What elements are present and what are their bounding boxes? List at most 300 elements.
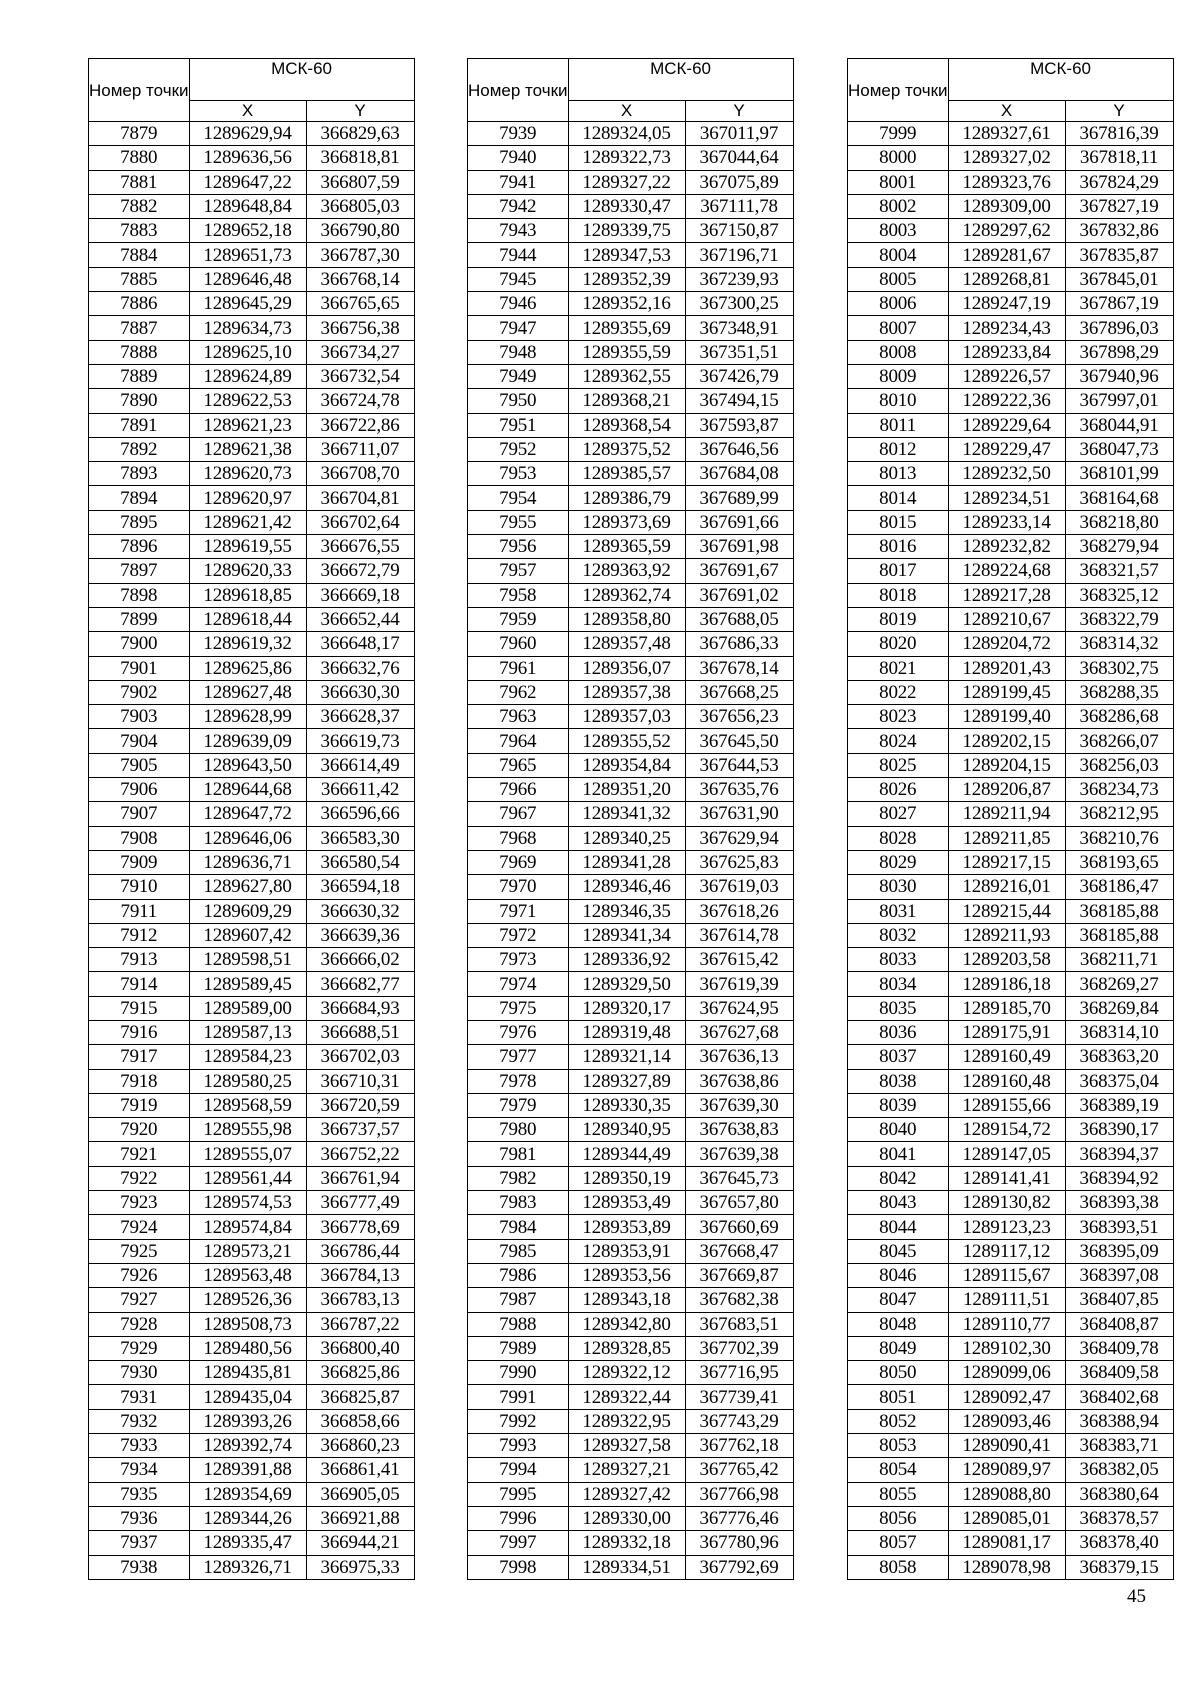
point-number-cell: 7882 — [89, 194, 190, 218]
y-coordinate-cell: 366648,17 — [306, 632, 414, 656]
table-row — [468, 1555, 794, 1579]
x-coordinate-cell: 1289353,89 — [568, 1215, 685, 1239]
point-number-cell: 7885 — [89, 267, 190, 291]
x-coordinate-cell: 1289347,53 — [568, 243, 685, 267]
table-row — [89, 1288, 415, 1312]
point-number-cell: 7969 — [468, 850, 569, 874]
y-coordinate-cell: 367638,83 — [685, 1118, 793, 1142]
point-number-cell: 8024 — [848, 729, 949, 753]
table-row — [89, 340, 415, 364]
point-number-cell: 7963 — [468, 705, 569, 729]
point-number-cell: 7960 — [468, 632, 569, 656]
x-coordinate-cell: 1289323,76 — [948, 170, 1065, 194]
x-coordinate-cell: 1289344,49 — [568, 1142, 685, 1166]
table-row — [848, 1482, 1174, 1506]
table-row — [848, 1093, 1174, 1117]
point-number-cell: 7988 — [468, 1312, 569, 1336]
table-row — [468, 1409, 794, 1433]
x-coordinate-cell: 1289368,54 — [568, 413, 685, 437]
point-number-cell: 7996 — [468, 1506, 569, 1530]
table-row — [848, 996, 1174, 1020]
x-coordinate-cell: 1289343,18 — [568, 1288, 685, 1312]
point-number-cell: 7961 — [468, 656, 569, 680]
x-coordinate-cell: 1289555,07 — [189, 1142, 306, 1166]
x-coordinate-cell: 1289368,21 — [568, 389, 685, 413]
y-coordinate-cell: 366632,76 — [306, 656, 414, 680]
x-coordinate-cell: 1289480,56 — [189, 1336, 306, 1360]
table-row — [468, 1385, 794, 1409]
y-coordinate-cell: 366722,86 — [306, 413, 414, 437]
y-coordinate-cell: 366787,30 — [306, 243, 414, 267]
point-number-cell: 8045 — [848, 1239, 949, 1263]
table-row — [89, 850, 415, 874]
y-coordinate-cell: 367351,51 — [685, 340, 793, 364]
table-row — [89, 535, 415, 559]
x-column-header: X — [948, 101, 1065, 122]
table-row — [468, 535, 794, 559]
table-row — [468, 340, 794, 364]
y-coordinate-cell: 368286,68 — [1065, 705, 1173, 729]
y-coordinate-cell: 366783,13 — [306, 1288, 414, 1312]
table-row — [848, 316, 1174, 340]
table-row — [848, 753, 1174, 777]
table-row — [468, 899, 794, 923]
point-number-cell: 7965 — [468, 753, 569, 777]
y-coordinate-cell: 368218,80 — [1065, 510, 1173, 534]
x-coordinate-cell: 1289573,21 — [189, 1239, 306, 1263]
point-number-cell: 7924 — [89, 1215, 190, 1239]
point-number-cell: 7946 — [468, 292, 569, 316]
point-number-cell: 7934 — [89, 1458, 190, 1482]
x-coordinate-cell: 1289508,73 — [189, 1312, 306, 1336]
y-coordinate-cell: 367688,05 — [685, 607, 793, 631]
point-number-cell: 8005 — [848, 267, 949, 291]
x-coordinate-cell: 1289627,48 — [189, 680, 306, 704]
table-row — [89, 316, 415, 340]
y-coordinate-cell: 367614,78 — [685, 923, 793, 947]
point-number-cell: 7926 — [89, 1263, 190, 1287]
y-coordinate-cell: 367239,93 — [685, 267, 793, 291]
table-row — [848, 875, 1174, 899]
y-coordinate-cell: 367011,97 — [685, 122, 793, 146]
point-number-cell: 7944 — [468, 243, 569, 267]
table-row — [848, 632, 1174, 656]
y-coordinate-cell: 368279,94 — [1065, 535, 1173, 559]
y-coordinate-cell: 367765,42 — [685, 1458, 793, 1482]
x-coordinate-cell: 1289639,09 — [189, 729, 306, 753]
point-number-cell: 7980 — [468, 1118, 569, 1142]
y-coordinate-cell: 366682,77 — [306, 972, 414, 996]
table-row — [468, 413, 794, 437]
y-coordinate-cell: 366761,94 — [306, 1166, 414, 1190]
point-number-cell: 7952 — [468, 437, 569, 461]
y-coordinate-cell: 367716,95 — [685, 1361, 793, 1385]
point-number-cell: 8033 — [848, 948, 949, 972]
table-row — [848, 413, 1174, 437]
y-coordinate-cell: 367669,87 — [685, 1263, 793, 1287]
y-coordinate-cell: 366630,30 — [306, 680, 414, 704]
y-coordinate-cell: 368044,91 — [1065, 413, 1173, 437]
point-number-cell: 7995 — [468, 1482, 569, 1506]
y-coordinate-cell: 367678,14 — [685, 656, 793, 680]
y-coordinate-cell: 366777,49 — [306, 1191, 414, 1215]
y-coordinate-cell: 368378,57 — [1065, 1506, 1173, 1530]
point-number-cell: 8034 — [848, 972, 949, 996]
point-number-cell: 7936 — [89, 1506, 190, 1530]
x-coordinate-cell: 1289373,69 — [568, 510, 685, 534]
x-coordinate-cell: 1289652,18 — [189, 219, 306, 243]
y-coordinate-cell: 367150,87 — [685, 219, 793, 243]
y-coordinate-cell: 367818,11 — [1065, 146, 1173, 170]
x-coordinate-cell: 1289350,19 — [568, 1166, 685, 1190]
point-number-cell: 7972 — [468, 923, 569, 947]
x-coordinate-cell: 1289216,01 — [948, 875, 1065, 899]
point-number-cell: 7880 — [89, 146, 190, 170]
x-coordinate-cell: 1289089,97 — [948, 1458, 1065, 1482]
x-coordinate-cell: 1289393,26 — [189, 1409, 306, 1433]
x-coordinate-cell: 1289621,42 — [189, 510, 306, 534]
table-row — [89, 510, 415, 534]
x-coordinate-cell: 1289624,89 — [189, 364, 306, 388]
point-number-cell: 7953 — [468, 462, 569, 486]
y-coordinate-cell: 367668,25 — [685, 680, 793, 704]
y-coordinate-cell: 366708,70 — [306, 462, 414, 486]
table-row — [468, 1142, 794, 1166]
point-number-cell: 7937 — [89, 1531, 190, 1555]
point-number-cell: 7956 — [468, 535, 569, 559]
x-coordinate-cell: 1289620,33 — [189, 559, 306, 583]
point-number-cell: 7954 — [468, 486, 569, 510]
point-number-cell: 7971 — [468, 899, 569, 923]
x-coordinate-cell: 1289621,38 — [189, 437, 306, 461]
point-number-header: Номер точки — [468, 59, 569, 122]
table-row — [468, 948, 794, 972]
x-coordinate-cell: 1289211,85 — [948, 826, 1065, 850]
y-coordinate-cell: 366672,79 — [306, 559, 414, 583]
x-coordinate-cell: 1289636,56 — [189, 146, 306, 170]
table-row — [89, 1506, 415, 1530]
table-row — [468, 267, 794, 291]
point-number-cell: 7977 — [468, 1045, 569, 1069]
x-coordinate-cell: 1289356,07 — [568, 656, 685, 680]
table-row — [89, 1531, 415, 1555]
x-coordinate-cell: 1289320,17 — [568, 996, 685, 1020]
y-coordinate-cell: 368393,38 — [1065, 1191, 1173, 1215]
table-row — [848, 1531, 1174, 1555]
table-body — [89, 122, 415, 1580]
y-coordinate-cell: 366756,38 — [306, 316, 414, 340]
x-coordinate-cell: 1289555,98 — [189, 1118, 306, 1142]
point-number-cell: 7879 — [89, 122, 190, 146]
table-row — [848, 364, 1174, 388]
x-coordinate-cell: 1289328,85 — [568, 1336, 685, 1360]
point-number-cell: 8022 — [848, 680, 949, 704]
table-row — [848, 510, 1174, 534]
point-number-cell: 8032 — [848, 923, 949, 947]
y-coordinate-cell: 367196,71 — [685, 243, 793, 267]
y-coordinate-cell: 368408,87 — [1065, 1312, 1173, 1336]
table-row — [468, 146, 794, 170]
x-coordinate-cell: 1289234,43 — [948, 316, 1065, 340]
point-number-cell: 8043 — [848, 1191, 949, 1215]
point-number-cell: 7957 — [468, 559, 569, 583]
x-coordinate-cell: 1289332,18 — [568, 1531, 685, 1555]
x-coordinate-cell: 1289222,36 — [948, 389, 1065, 413]
x-coordinate-cell: 1289202,15 — [948, 729, 1065, 753]
y-coordinate-cell: 366619,73 — [306, 729, 414, 753]
x-coordinate-cell: 1289185,70 — [948, 996, 1065, 1020]
table-row — [468, 996, 794, 1020]
point-number-cell: 8030 — [848, 875, 949, 899]
x-coordinate-cell: 1289078,98 — [948, 1555, 1065, 1579]
x-coordinate-cell: 1289141,41 — [948, 1166, 1065, 1190]
table-row — [848, 243, 1174, 267]
point-number-cell: 7935 — [89, 1482, 190, 1506]
y-coordinate-cell: 368394,92 — [1065, 1166, 1173, 1190]
y-coordinate-cell: 366800,40 — [306, 1336, 414, 1360]
point-number-cell: 7993 — [468, 1434, 569, 1458]
y-coordinate-cell: 368394,37 — [1065, 1142, 1173, 1166]
y-coordinate-cell: 367639,30 — [685, 1093, 793, 1117]
table-row — [848, 1263, 1174, 1287]
table-row — [468, 1336, 794, 1360]
point-number-cell: 8041 — [848, 1142, 949, 1166]
table-row — [468, 510, 794, 534]
point-number-cell: 8037 — [848, 1045, 949, 1069]
y-coordinate-cell: 366594,18 — [306, 875, 414, 899]
table-row — [848, 1458, 1174, 1482]
y-coordinate-cell: 366614,49 — [306, 753, 414, 777]
y-coordinate-cell: 366688,51 — [306, 1020, 414, 1044]
table-row — [89, 364, 415, 388]
table-row — [89, 1482, 415, 1506]
table-row — [848, 535, 1174, 559]
y-coordinate-cell: 367668,47 — [685, 1239, 793, 1263]
x-coordinate-cell: 1289327,02 — [948, 146, 1065, 170]
x-coordinate-cell: 1289354,69 — [189, 1482, 306, 1506]
y-coordinate-cell: 368407,85 — [1065, 1288, 1173, 1312]
table-row — [848, 1142, 1174, 1166]
point-number-cell: 8031 — [848, 899, 949, 923]
x-coordinate-cell: 1289160,48 — [948, 1069, 1065, 1093]
x-coordinate-cell: 1289644,68 — [189, 778, 306, 802]
x-coordinate-cell: 1289618,85 — [189, 583, 306, 607]
point-number-cell: 7979 — [468, 1093, 569, 1117]
x-coordinate-cell: 1289589,45 — [189, 972, 306, 996]
y-coordinate-cell: 367686,33 — [685, 632, 793, 656]
y-coordinate-cell: 368380,64 — [1065, 1482, 1173, 1506]
y-coordinate-cell: 368047,73 — [1065, 437, 1173, 461]
y-coordinate-cell: 366829,63 — [306, 122, 414, 146]
x-coordinate-cell: 1289651,73 — [189, 243, 306, 267]
point-number-cell: 7962 — [468, 680, 569, 704]
y-coordinate-cell: 367832,86 — [1065, 219, 1173, 243]
table-row — [89, 437, 415, 461]
y-coordinate-cell: 368389,19 — [1065, 1093, 1173, 1117]
table-row — [468, 875, 794, 899]
x-coordinate-cell: 1289346,46 — [568, 875, 685, 899]
y-coordinate-cell: 366628,37 — [306, 705, 414, 729]
y-coordinate-cell: 368388,94 — [1065, 1409, 1173, 1433]
y-coordinate-cell: 367702,39 — [685, 1336, 793, 1360]
x-coordinate-cell: 1289435,04 — [189, 1385, 306, 1409]
y-coordinate-cell: 366818,81 — [306, 146, 414, 170]
x-coordinate-cell: 1289339,75 — [568, 219, 685, 243]
x-coordinate-cell: 1289357,48 — [568, 632, 685, 656]
x-coordinate-cell: 1289362,55 — [568, 364, 685, 388]
x-coordinate-cell: 1289199,40 — [948, 705, 1065, 729]
x-coordinate-cell: 1289206,87 — [948, 778, 1065, 802]
y-coordinate-cell: 366737,57 — [306, 1118, 414, 1142]
y-coordinate-cell: 368269,84 — [1065, 996, 1173, 1020]
y-coordinate-cell: 367940,96 — [1065, 364, 1173, 388]
point-number-cell: 8035 — [848, 996, 949, 1020]
table-row — [89, 899, 415, 923]
table-row — [848, 656, 1174, 680]
table-row — [89, 1239, 415, 1263]
table-row — [468, 923, 794, 947]
point-number-header: Номер точки — [89, 59, 190, 122]
y-coordinate-cell: 367044,64 — [685, 146, 793, 170]
y-coordinate-cell: 368382,05 — [1065, 1458, 1173, 1482]
point-number-cell: 7897 — [89, 559, 190, 583]
x-coordinate-cell: 1289568,59 — [189, 1093, 306, 1117]
x-coordinate-cell: 1289643,50 — [189, 753, 306, 777]
table-row — [848, 948, 1174, 972]
table-row — [848, 1336, 1174, 1360]
x-coordinate-cell: 1289351,20 — [568, 778, 685, 802]
point-number-cell: 7949 — [468, 364, 569, 388]
y-coordinate-cell: 367691,67 — [685, 559, 793, 583]
x-coordinate-cell: 1289580,25 — [189, 1069, 306, 1093]
x-coordinate-cell: 1289354,84 — [568, 753, 685, 777]
point-number-cell: 8004 — [848, 243, 949, 267]
table-row — [468, 632, 794, 656]
point-number-cell: 7918 — [89, 1069, 190, 1093]
x-coordinate-cell: 1289211,93 — [948, 923, 1065, 947]
table-row — [89, 996, 415, 1020]
table-row — [468, 1191, 794, 1215]
table-row — [89, 972, 415, 996]
point-number-cell: 8012 — [848, 437, 949, 461]
x-coordinate-cell: 1289085,01 — [948, 1506, 1065, 1530]
y-coordinate-cell: 366676,55 — [306, 535, 414, 559]
table-row — [89, 219, 415, 243]
table-row — [468, 437, 794, 461]
x-column-header: X — [568, 101, 685, 122]
table-row — [468, 1531, 794, 1555]
point-number-cell: 8019 — [848, 607, 949, 631]
x-coordinate-cell: 1289636,71 — [189, 850, 306, 874]
y-coordinate-cell: 366630,32 — [306, 899, 414, 923]
point-number-cell: 7888 — [89, 340, 190, 364]
y-coordinate-cell: 368266,07 — [1065, 729, 1173, 753]
point-number-cell: 7978 — [468, 1069, 569, 1093]
y-coordinate-cell: 367627,68 — [685, 1020, 793, 1044]
table-row — [89, 486, 415, 510]
point-number-cell: 8016 — [848, 535, 949, 559]
table-row — [848, 972, 1174, 996]
point-number-cell: 8018 — [848, 583, 949, 607]
y-coordinate-cell: 367896,03 — [1065, 316, 1173, 340]
table-row — [89, 413, 415, 437]
y-coordinate-cell: 368397,08 — [1065, 1263, 1173, 1287]
x-coordinate-cell: 1289342,80 — [568, 1312, 685, 1336]
x-coordinate-cell: 1289355,59 — [568, 340, 685, 364]
x-coordinate-cell: 1289620,73 — [189, 462, 306, 486]
point-number-cell: 8000 — [848, 146, 949, 170]
x-coordinate-cell: 1289201,43 — [948, 656, 1065, 680]
x-coordinate-cell: 1289324,05 — [568, 122, 685, 146]
table-row — [848, 1166, 1174, 1190]
x-coordinate-cell: 1289625,10 — [189, 340, 306, 364]
table-row — [468, 1434, 794, 1458]
y-coordinate-cell: 366944,21 — [306, 1531, 414, 1555]
y-coordinate-cell: 368409,58 — [1065, 1361, 1173, 1385]
y-coordinate-cell: 366805,03 — [306, 194, 414, 218]
point-number-cell: 7914 — [89, 972, 190, 996]
point-number-cell: 7916 — [89, 1020, 190, 1044]
y-coordinate-cell: 368321,57 — [1065, 559, 1173, 583]
point-number-cell: 7883 — [89, 219, 190, 243]
x-coordinate-cell: 1289618,44 — [189, 607, 306, 631]
x-coordinate-cell: 1289375,52 — [568, 437, 685, 461]
x-coordinate-cell: 1289232,82 — [948, 535, 1065, 559]
point-number-cell: 7992 — [468, 1409, 569, 1433]
table-row — [848, 1361, 1174, 1385]
table-row — [89, 243, 415, 267]
point-number-cell: 8007 — [848, 316, 949, 340]
table-row — [848, 267, 1174, 291]
y-coordinate-cell: 367691,98 — [685, 535, 793, 559]
table-row — [468, 1506, 794, 1530]
y-coordinate-cell: 367816,39 — [1065, 122, 1173, 146]
x-coordinate-cell: 1289204,15 — [948, 753, 1065, 777]
table-row — [89, 1409, 415, 1433]
y-coordinate-cell: 367111,78 — [685, 194, 793, 218]
point-number-cell: 7966 — [468, 778, 569, 802]
x-coordinate-cell: 1289362,74 — [568, 583, 685, 607]
y-coordinate-cell: 368256,03 — [1065, 753, 1173, 777]
table-row — [848, 1239, 1174, 1263]
point-number-cell: 8056 — [848, 1506, 949, 1530]
x-coordinate-cell: 1289622,53 — [189, 389, 306, 413]
x-coordinate-cell: 1289634,73 — [189, 316, 306, 340]
x-coordinate-cell: 1289330,00 — [568, 1506, 685, 1530]
coordinates-table-2 — [467, 58, 794, 1580]
point-number-cell: 7884 — [89, 243, 190, 267]
x-coordinate-cell: 1289353,49 — [568, 1191, 685, 1215]
table-row — [468, 364, 794, 388]
y-coordinate-cell: 368234,73 — [1065, 778, 1173, 802]
table-row — [848, 462, 1174, 486]
y-coordinate-cell: 366807,59 — [306, 170, 414, 194]
x-coordinate-cell: 1289210,67 — [948, 607, 1065, 631]
point-number-cell: 7892 — [89, 437, 190, 461]
x-coordinate-cell: 1289621,23 — [189, 413, 306, 437]
x-coordinate-cell: 1289391,88 — [189, 1458, 306, 1482]
y-column-header: Y — [685, 101, 793, 122]
x-coordinate-cell: 1289327,58 — [568, 1434, 685, 1458]
x-coordinate-cell: 1289357,03 — [568, 705, 685, 729]
x-coordinate-cell: 1289319,48 — [568, 1020, 685, 1044]
x-coordinate-cell: 1289340,95 — [568, 1118, 685, 1142]
y-coordinate-cell: 367615,42 — [685, 948, 793, 972]
x-coordinate-cell: 1289352,16 — [568, 292, 685, 316]
point-number-cell: 7913 — [89, 948, 190, 972]
x-coordinate-cell: 1289081,17 — [948, 1531, 1065, 1555]
y-coordinate-cell: 367645,50 — [685, 729, 793, 753]
